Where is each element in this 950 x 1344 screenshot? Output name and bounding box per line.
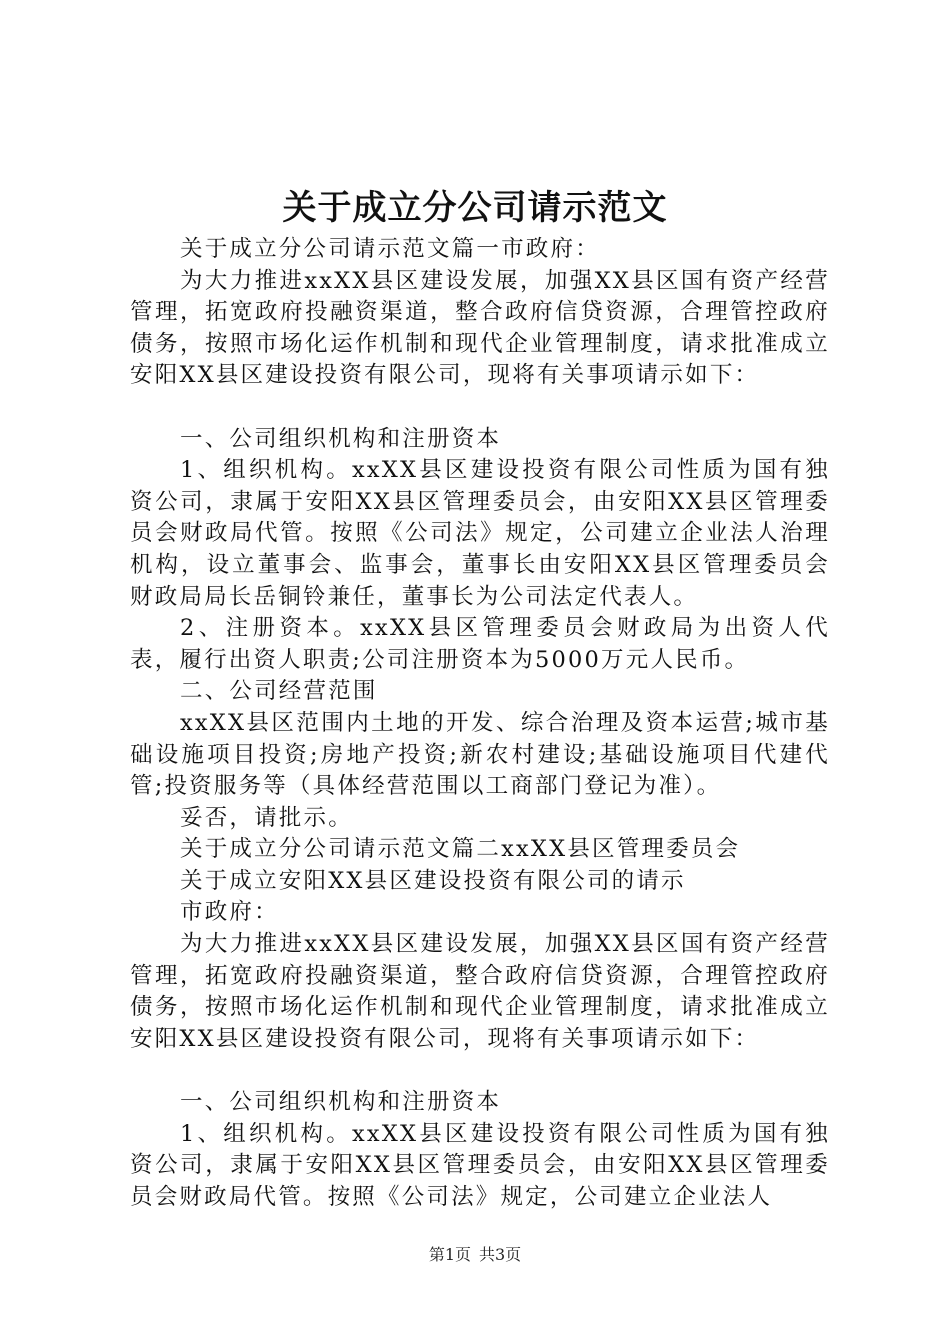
paragraph-capital-1: 2、注册资本。xxXX县区管理委员会财政局为出资人代表，履行出资人职责;公司注册资本为5000万元人民币。 (130, 615, 830, 673)
page-number-total: 共3页 (479, 1245, 522, 1264)
document-body (130, 234, 830, 1213)
document-title: 关于成立分公司请示范文 (282, 188, 668, 228)
paragraph-part-two-subject: 关于成立安阳XX县区建设投资有限公司的请示 (180, 867, 686, 894)
paragraph-gap (130, 1055, 830, 1087)
paragraph-intro-1: 为大力推进xxXX县区建设发展，加强XX县区国有资产经营管理，拓宽政府投融资渠道，整合政府信贷资源，合理管控政府债务，按照市场化运作机制和现代企业管理制度，请求批准成立安阳XX县区建设投资有限公司，现将有关事项请示如下： (130, 267, 830, 389)
page-number-current: 第1页 (428, 1245, 471, 1264)
paragraph-organization-2: 1、组织机构。xxXX县区建设投资有限公司性质为国有独资公司，隶属于安阳XX县区管理委员会，由安阳XX县区管理委员会财政局代管。按照《公司法》规定，公司建立企业法人 (130, 1120, 830, 1210)
section-heading-3: 一、公司组织机构和注册资本 (180, 1089, 502, 1116)
paragraph-organization-1: 1、组织机构。xxXX县区建设投资有限公司性质为国有独资公司，隶属于安阳XX县区管理委员会，由安阳XX县区管理委员会财政局代管。按照《公司法》规定，公司建立企业法人治理机构，设立董事会、监事会，董事长由安阳XX县区管理委员会财政局局长岳铜铃兼任，董事长为公司法定代表人。 (130, 457, 830, 610)
paragraph-intro-2: 为大力推进xxXX县区建设发展，加强XX县区国有资产经营管理，拓宽政府投融资渠道，整合政府信贷资源，合理管控政府债务，按照市场化运作机制和现代企业管理制度，请求批准成立安阳XX县区建设投资有限公司，现将有关事项请示如下： (130, 931, 830, 1052)
paragraph-scope-1: xxXX县区范围内土地的开发、综合治理及资本运营;城市基础设施项目投资;房地产投资;新农村建设;基础设施项目代建代管;投资服务等（具体经营范围以工商部门登记为准）。 (130, 709, 830, 800)
paragraph-greeting-1: 关于成立分公司请示范文篇一市政府： (180, 236, 600, 262)
paragraph-gap (130, 392, 830, 424)
paragraph-closing-1: 妥否，请批示。 (180, 804, 353, 831)
section-heading-1: 一、公司组织机构和注册资本 (180, 425, 502, 452)
paragraph-greeting-2: 市政府： (180, 899, 279, 926)
paragraph-part-two-heading: 关于成立分公司请示范文篇二xxXX县区管理委员会 (180, 836, 741, 863)
page-footer (0, 1243, 950, 1267)
section-heading-2: 二、公司经营范围 (180, 678, 378, 705)
